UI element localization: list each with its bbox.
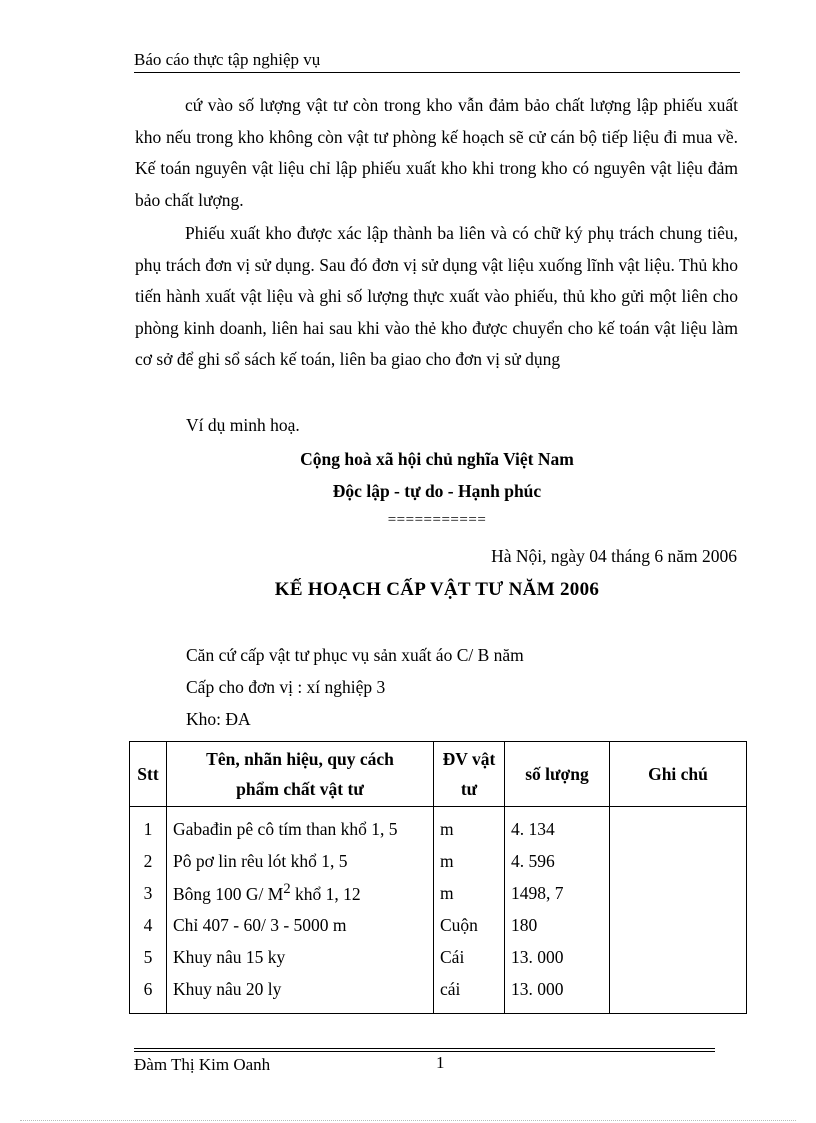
cell-unit: m: [434, 845, 505, 877]
plan-title: KẾ HOẠCH CẤP VẬT TƯ NĂM 2006: [274, 579, 600, 600]
cell-name: Chỉ 407 - 60/ 3 - 5000 m: [167, 909, 434, 941]
cell-name-sup: 2: [283, 881, 291, 898]
cell-name: Gabađin pê cô tím than khổ 1, 5: [167, 807, 434, 846]
header-note: Ghi chú: [610, 742, 747, 807]
cell-unit: cái: [434, 973, 505, 1014]
table-row: [130, 807, 747, 846]
cell-note: [610, 877, 747, 909]
national-motto: Độc lập - tự do - Hạnh phúc: [332, 481, 542, 501]
example-label: Ví dụ minh hoạ.: [186, 415, 300, 435]
supply-plan-table: [129, 741, 747, 1014]
cell-stt: 4: [130, 909, 167, 941]
cell-unit: m: [434, 877, 505, 909]
cell-stt: 5: [130, 941, 167, 973]
body-paragraph-1: cứ vào số lượng vật tư còn trong kho vẫn đảm bảo chất lượng lập phiếu xuất kho nếu trong kho không còn vật tư phòng kế hoạch sẽ cử cán bộ tiếp liệu đi mua về. Kế toán nguyên vật liệu chỉ lập phiếu xuất kho khi trong kho có nguyên vật liệu đảm bảo chất lượng.: [135, 95, 738, 210]
footer-author: Đàm Thị Kim Oanh: [134, 1055, 271, 1074]
header-name-line1: Tên, nhãn hiệu, quy cách: [206, 749, 394, 769]
table-row: [130, 845, 747, 877]
cell-qty: 180: [505, 909, 610, 941]
header-unit-line1: ĐV vật: [442, 749, 496, 769]
cell-qty: 13. 000: [505, 973, 610, 1014]
cell-qty: 4. 596: [505, 845, 610, 877]
cell-name: Khuy nâu 20 ly: [167, 973, 434, 1014]
cell-name: [167, 877, 434, 909]
cell-unit: Cuộn: [434, 909, 505, 941]
warehouse-line: Kho: ĐA: [186, 709, 251, 729]
table-row: [130, 941, 747, 973]
header-unit-line2: tư: [460, 779, 478, 799]
cell-stt: 6: [130, 973, 167, 1014]
header-qty: số lượng: [505, 742, 610, 807]
cell-note: [610, 807, 747, 846]
cell-stt: 3: [130, 877, 167, 909]
header-name: [167, 742, 434, 807]
table-row: [130, 973, 747, 1014]
cell-stt: 1: [130, 807, 167, 846]
table-row: [130, 909, 747, 941]
header-divider: [134, 72, 740, 73]
cell-qty: 1498, 7: [505, 877, 610, 909]
cell-name-pre: Bông 100 G/ M: [173, 883, 284, 904]
footer-divider-top: [134, 1048, 715, 1049]
cell-note: [610, 941, 747, 973]
table-row: [130, 877, 747, 909]
recipient-line: Cấp cho đơn vị : xí nghiệp 3: [186, 677, 386, 697]
footer-divider-bottom: [134, 1051, 715, 1052]
cell-note: [610, 973, 747, 1014]
cell-qty: 4. 134: [505, 807, 610, 846]
body-paragraph-2: Phiếu xuất kho được xác lập thành ba liên và có chữ ký phụ trách chung tiêu, phụ trách đơn vị sử dụng. Sau đó đơn vị sử dụng vật liệu xuống lĩnh vật liệu. Thủ kho tiến hành xuất vật liệu và ghi số lượng thực xuất vào phiếu, thủ kho gửi một liên cho phòng kinh doanh, liên hai sau khi vào thẻ kho được chuyển cho kế toán vật liệu làm cơ sở để ghi sổ sách kế toán, liên ba giao cho đơn vị sử dụng: [135, 223, 738, 370]
page-header-title: Báo cáo thực tập nghiệp vụ: [134, 50, 321, 69]
page-bottom-edge: [20, 1120, 796, 1121]
cell-unit: Cái: [434, 941, 505, 973]
motto-separator: ===========: [387, 512, 487, 528]
cell-qty: 13. 000: [505, 941, 610, 973]
date-line: Hà Nội, ngày 04 tháng 6 năm 2006: [491, 546, 737, 566]
table-header-row: [130, 742, 747, 807]
cell-name-post: khổ 1, 12: [290, 883, 361, 904]
cell-name: Khuy nâu 15 ky: [167, 941, 434, 973]
page-number: 1: [436, 1053, 445, 1072]
cell-unit: m: [434, 807, 505, 846]
basis-line: Căn cứ cấp vật tư phục vụ sản xuất áo C/ B năm: [186, 645, 524, 665]
national-title: Cộng hoà xã hội chủ nghĩa Việt Nam: [300, 449, 574, 469]
cell-stt: 2: [130, 845, 167, 877]
cell-note: [610, 845, 747, 877]
header-name-line2: phẩm chất vật tư: [236, 779, 364, 799]
header-unit: [434, 742, 505, 807]
cell-name: Pô pơ lin rêu lót khổ 1, 5: [167, 845, 434, 877]
cell-note: [610, 909, 747, 941]
header-stt: Stt: [130, 742, 167, 807]
